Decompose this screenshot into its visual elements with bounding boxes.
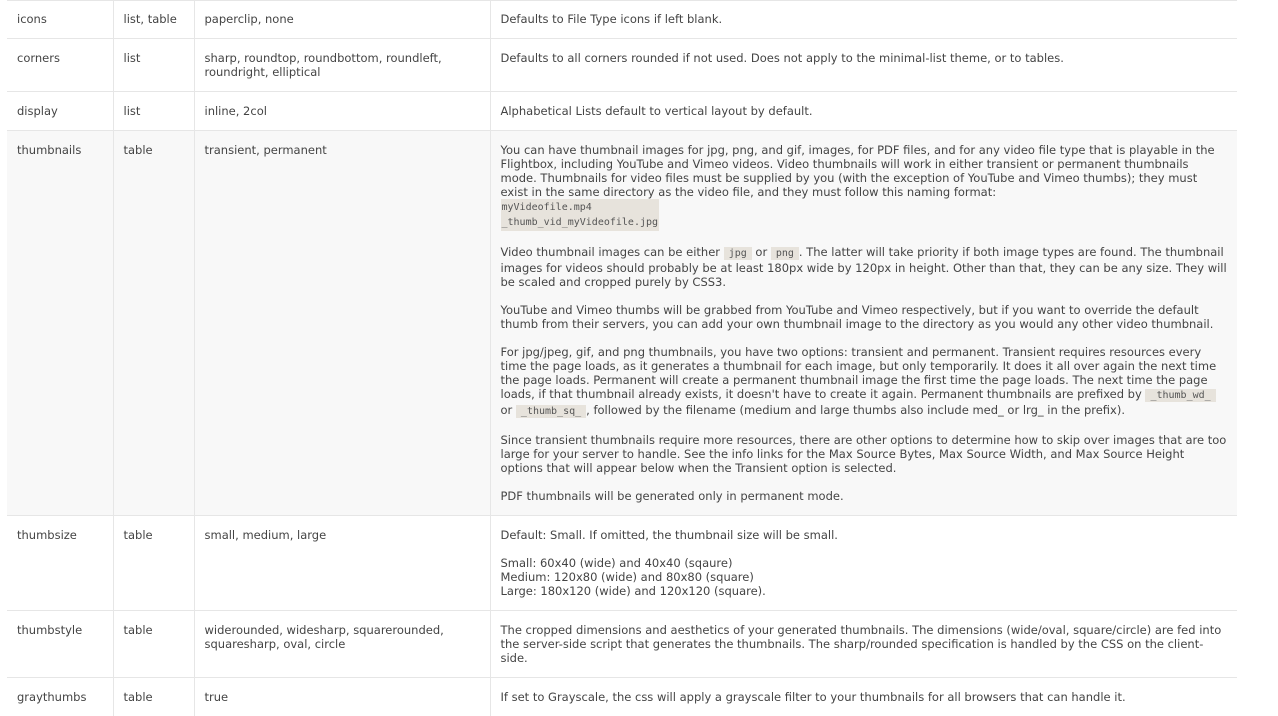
option-values: small, medium, large [194,516,490,611]
description-paragraph: You can have thumbnail images for jpg, png, and gif, images, for PDF files, and for any video file type that is playable in the Flightbox, including YouTube and Vimeo videos. Video thumbnails will work in either transient or permanent thumbnails mode. Thumbnails for video files must be supplied by you (with the exception of YouTube and Vimeo thumbs); they must exist in the same directory as the video file, and they must follow this naming format: myVideofile.mp4 _thumb_vid_myVideofile.jpg [501,143,1228,231]
option-type: table [113,131,194,516]
option-values: inline, 2col [194,92,490,131]
description-paragraph: Default: Small. If omitted, the thumbnail size will be small. [501,528,1228,542]
option-type: list [113,39,194,92]
option-type: table [113,516,194,611]
option-values: widerounded, widesharp, squarerounded, squaresharp, oval, circle [194,611,490,678]
option-description: Defaults to File Type icons if left blank. [490,1,1237,39]
table-row-thumbstyle [7,611,1237,678]
description-paragraph: Video thumbnail images can be either jpg or png . The latter will take priority if both image types are found. The thumbnail images for videos should probably be at least 180px wide by 120px in height. Other than that, they can be any size. They will be scaled and cropped purely by CSS3. [501,245,1228,289]
options-table [7,0,1237,716]
option-description: The cropped dimensions and aesthetics of your generated thumbnails. The dimensions (wide/oval, square/circle) are fed into the server-side script that generates the thumbnails. The sharp/rounded specification is handled by the CSS on the client-side. [490,611,1237,678]
option-description: Defaults to all corners rounded if not used. Does not apply to the minimal-list theme, or to tables. [490,39,1237,92]
code-snippet: myVideofile.mp4 _thumb_vid_myVideofile.jpg [501,199,660,231]
option-values: transient, permanent [194,131,490,516]
description-paragraph: Since transient thumbnails require more resources, there are other options to determine how to skip over images that are too large for your server to handle. See the info links for the Max Source Bytes, Max Source Width, and Max Source Height options that will appear below when the Transient option is selected. [501,433,1228,475]
option-type: table [113,611,194,678]
option-name: thumbnails [7,131,113,516]
inline-code: png [771,247,799,260]
option-values: true [194,678,490,716]
option-values: sharp, roundtop, roundbottom, roundleft, roundright, elliptical [194,39,490,92]
option-description: Alphabetical Lists default to vertical layout by default. [490,92,1237,131]
option-description: If set to Grayscale, the css will apply a grayscale filter to your thumbnails for all browsers that can handle it. [490,678,1237,716]
description-paragraph: Small: 60x40 (wide) and 40x40 (sqaure) Medium: 120x80 (wide) and 80x80 (square) Large: 180x120 (wide) and 120x120 (square). [501,556,1228,598]
option-name: corners [7,39,113,92]
option-type: table [113,678,194,716]
option-values: paperclip, none [194,1,490,39]
option-description [490,131,1237,516]
inline-code: _thumb_wd_ [1145,389,1215,402]
option-description [490,516,1237,611]
options-table-container [7,0,1237,716]
inline-code: _thumb_sq_ [516,405,586,418]
option-type: list [113,92,194,131]
option-name: thumbstyle [7,611,113,678]
option-type: list, table [113,1,194,39]
table-row-thumbsize [7,516,1237,611]
table-row-thumbnails [7,131,1237,516]
table-row-icons [7,1,1237,39]
inline-code: jpg [724,247,752,260]
description-paragraph: PDF thumbnails will be generated only in permanent mode. [501,489,1228,503]
option-name: icons [7,1,113,39]
option-name: display [7,92,113,131]
table-row-corners [7,39,1237,92]
option-name: graythumbs [7,678,113,716]
table-row-graythumbs [7,678,1237,716]
option-name: thumbsize [7,516,113,611]
table-row-display [7,92,1237,131]
description-paragraph: YouTube and Vimeo thumbs will be grabbed from YouTube and Vimeo respectively, but if you want to override the default thumb from their servers, you can add your own thumbnail image to the directory as you would any other video thumbnail. [501,303,1228,331]
description-paragraph: For jpg/jpeg, gif, and png thumbnails, you have two options: transient and permanent. Transient requires resources every time the page loads, as it generates a thumbnail for each image, but only temporarily. It does it all over again the next time the page loads. Permanent will create a permanent thumbnail image the first time the page loads. The next time the page loads, if that thumbnail already exists, it doesn't have to create it again. Permanent thumbnails are prefixed by _thumb_wd_ or _thumb_sq_ , followed by the filename (medium and large thumbs also include med_ or lrg_ in the prefix). [501,345,1228,419]
